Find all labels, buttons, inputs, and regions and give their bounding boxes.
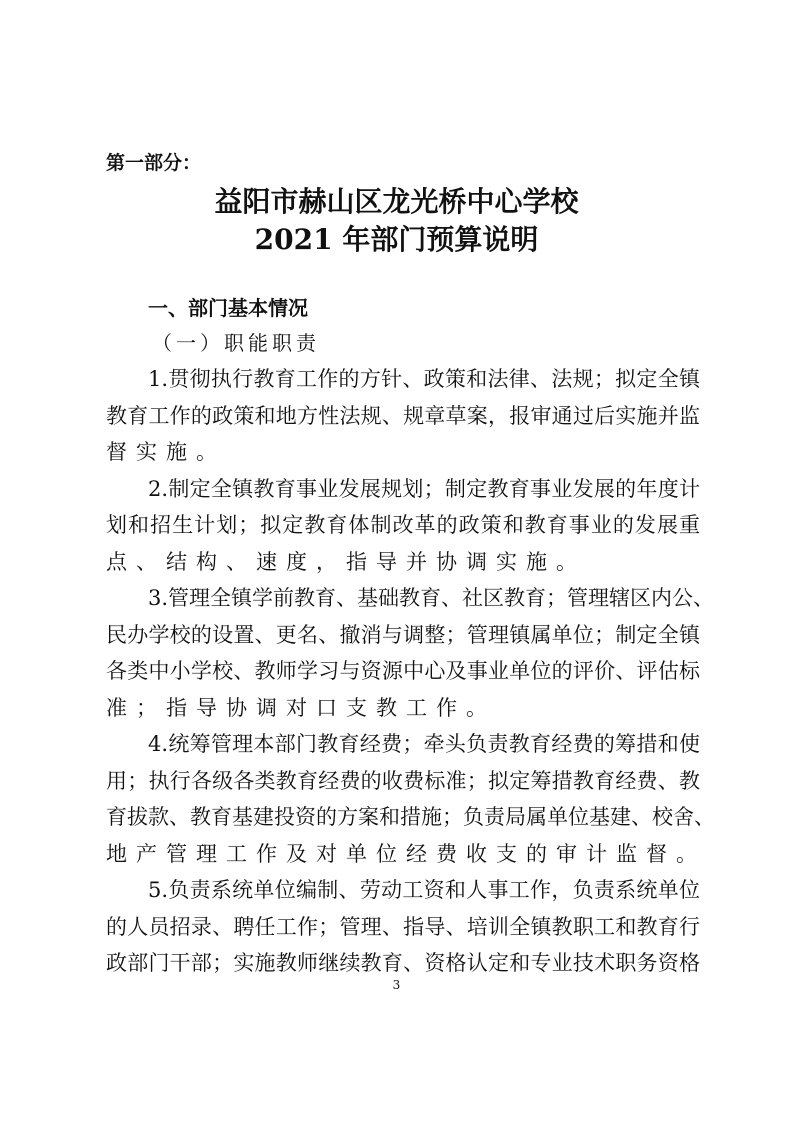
paragraph-line: 2.制定全镇教育事业发展规划；制定教育事业发展的年度计 <box>148 476 700 501</box>
paragraph-line: 督实施。 <box>106 440 226 464</box>
page-number: 3 <box>392 978 401 992</box>
paragraph-line: 各类中小学校、教师学习与资源中心及事业单位的评价、评估标 <box>106 659 700 683</box>
paragraph-line: 的人员招录、聘任工作；管理、指导、培训全镇教职工和教育行 <box>106 914 700 939</box>
paragraph-line: 育拔款、教育基建投资的方案和措施；负责局属单位基建、校舍、 <box>106 805 715 829</box>
paragraph-line: 划和招生计划；拟定教育体制改革的政策和教育事业的发展重 <box>106 513 700 537</box>
paragraph-line: 5.负责系统单位编制、劳动工资和人事工作，负责系统单位 <box>148 878 700 902</box>
section-heading: 一、部门基本情况 <box>148 296 308 320</box>
paragraph-line: 1.贯彻执行教育工作的方针、政策和法律、法规；拟定全镇 <box>148 367 700 391</box>
paragraph-line: 准；指导协调对口支教工作。 <box>106 695 496 720</box>
paragraph-line: 政部门干部；实施教师继续教育、资格认定和专业技术职务资格 <box>106 951 700 975</box>
paragraph-line: 点、结构、速度，指导并协调实施。 <box>106 549 586 574</box>
paragraph-line: 4.统筹管理本部门教育经费；牵头负责教育经费的筹措和使 <box>148 732 700 756</box>
title-line-1: 益阳市赫山区龙光桥中心学校 <box>214 185 579 218</box>
title-line-2: 2021 年部门预算说明 <box>254 223 539 256</box>
paragraph-line: 地产管理工作及对单位经费收支的审计监督。 <box>106 841 706 866</box>
subsection-heading: （一）职能职责 <box>152 331 320 355</box>
paragraph-line: 3.管理全镇学前教育、基础教育、社区教育；管理辖区内公、 <box>148 586 715 610</box>
paragraph-line: 民办学校的设置、更名、撤消与调整；管理镇属单位；制定全镇 <box>106 622 700 647</box>
paragraph-line: 教育工作的政策和地方性法规、规章草案，报审通过后实施并监 <box>106 403 700 428</box>
paragraph-line: 用；执行各级各类教育经费的收费标准；拟定筹措教育经费、教 <box>106 768 700 793</box>
part-label: 第一部分： <box>106 152 202 174</box>
